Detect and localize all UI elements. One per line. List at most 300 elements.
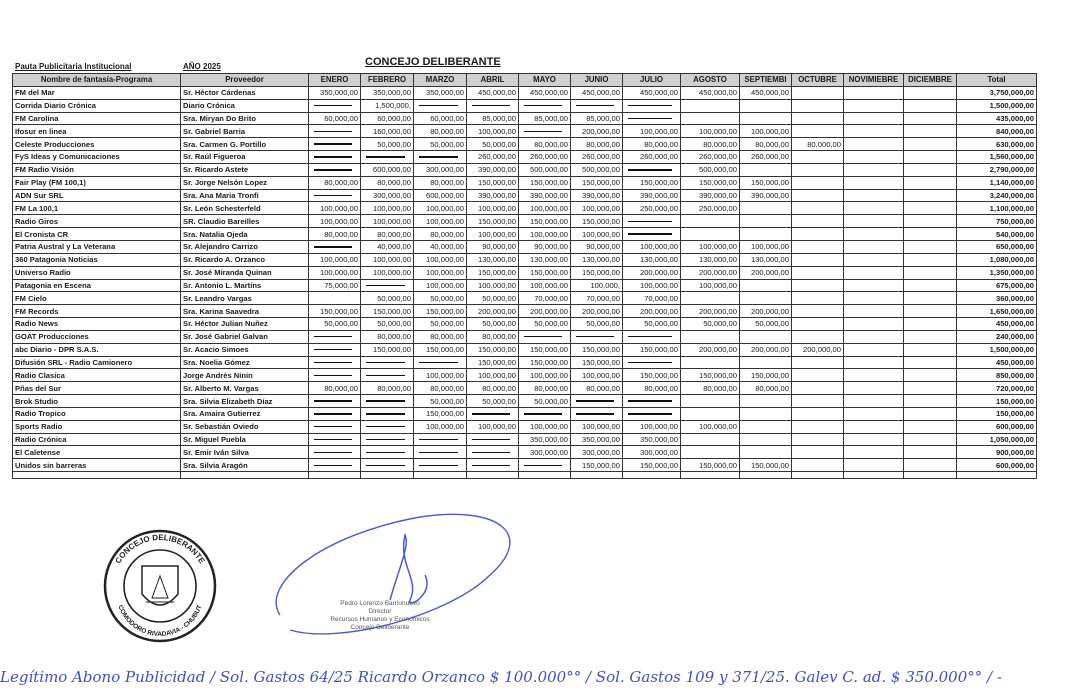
strike-dash [472,439,510,440]
provider-cell: Sra. Ana Maria Tronfi [181,189,309,202]
month-value-cell [792,215,844,228]
program-name-cell: Difusión SRL - Radio Camionero [13,356,181,369]
month-value-cell [844,420,904,433]
month-value-cell: 300,000,00 [519,446,571,459]
strike-dash [628,336,672,337]
provider-cell: Diario Crónica [181,99,309,112]
provider-cell: Sr. Jorge Nelsón Lopez [181,176,309,189]
month-value-cell: 200,000,00 [681,343,740,356]
provider-cell: Sra. Noelia Gómez [181,356,309,369]
month-value-cell: 100,000,00 [623,240,681,253]
month-value-cell: 60,000,00 [414,112,467,125]
month-value-cell: 50,000,00 [467,395,519,408]
month-value-cell [361,395,414,408]
signer-org: Concejo Deliberante [350,624,410,631]
total-cell: 675,000,00 [957,279,1037,292]
month-value-cell [904,266,957,279]
month-value-cell [844,215,904,228]
month-value-cell [681,407,740,420]
strike-dash [366,400,405,401]
program-name-cell: Corrida Diario Crónica [13,99,181,112]
month-value-cell: 100,000,00 [467,228,519,241]
month-value-cell: 50,000,00 [571,318,623,331]
month-value-cell: 200,000,00 [571,305,623,318]
month-value-cell: 390,000,00 [519,189,571,202]
month-value-cell [904,459,957,472]
month-value-cell: 50,000,00 [414,138,467,151]
program-name-cell: Sports Radio [13,420,181,433]
provider-cell: Sr. Leandro Vargas [181,292,309,305]
total-cell: 1,350,000,00 [957,266,1037,279]
strike-dash [472,452,510,453]
month-value-cell: 500,000,00 [571,163,623,176]
month-value-cell [904,163,957,176]
month-value-cell [740,228,792,241]
advertising-schedule-table [12,73,1037,479]
month-value-cell [681,292,740,305]
seal-text-top: CONCEJO DELIBERANTE [113,532,207,566]
month-value-cell [904,138,957,151]
month-value-cell: 130,000,00 [623,253,681,266]
month-value-cell [623,228,681,241]
program-name-cell: GOAT Producciones [13,330,181,343]
empty-cell [904,472,957,479]
month-value-cell: 450,000,00 [740,86,792,99]
month-value-cell: 50,000,00 [740,318,792,331]
month-value-cell: 40,000,00 [414,240,467,253]
column-header: ABRIL [467,74,519,87]
program-name-cell: Radio Clasica [13,369,181,382]
strike-dash [628,118,672,119]
month-value-cell [309,189,361,202]
table-row [13,382,1037,395]
month-value-cell: 150,000,00 [740,369,792,382]
month-value-cell [361,356,414,369]
month-value-cell: 390,000,00 [467,189,519,202]
strike-dash [366,465,405,466]
month-value-cell: 150,000,00 [571,459,623,472]
strike-dash [628,362,672,363]
month-value-cell: 80,000,00 [740,382,792,395]
total-cell: 1,500,000,00 [957,99,1037,112]
month-value-cell: 130,000,00 [571,253,623,266]
month-value-cell [904,395,957,408]
month-value-cell [740,279,792,292]
month-value-cell [792,151,844,164]
column-header: Total [957,74,1037,87]
total-cell: 600,000,00 [957,420,1037,433]
month-value-cell [309,459,361,472]
strike-dash [314,105,352,106]
table-row [13,125,1037,138]
month-value-cell: 100,000,00 [467,369,519,382]
total-cell: 150,000,00 [957,395,1037,408]
month-value-cell: 100,000,00 [414,253,467,266]
month-value-cell: 80,000,00 [414,330,467,343]
month-value-cell [309,163,361,176]
total-cell: 750,000,00 [957,215,1037,228]
strike-dash [366,362,405,363]
month-value-cell [519,99,571,112]
empty-cell [681,472,740,479]
month-value-cell [361,151,414,164]
table-row [13,305,1037,318]
strike-dash [314,375,352,376]
strike-dash [314,336,352,337]
program-name-cell: FM Records [13,305,181,318]
month-value-cell [844,382,904,395]
month-value-cell: 80,000,00 [571,382,623,395]
table-row [13,189,1037,202]
strike-dash [314,362,352,363]
month-value-cell: 150,000,00 [740,176,792,189]
month-value-cell: 100,000,00 [414,369,467,382]
column-header: MAYO [519,74,571,87]
month-value-cell [844,446,904,459]
month-value-cell: 150,000,00 [414,343,467,356]
month-value-cell: 350,000,00 [309,86,361,99]
month-value-cell [361,446,414,459]
month-value-cell: 150,000,00 [467,343,519,356]
strike-dash [419,465,458,466]
program-name-cell: ADN Sur SRL [13,189,181,202]
month-value-cell [361,369,414,382]
month-value-cell: 150,000,00 [571,176,623,189]
strike-dash [314,169,352,170]
month-value-cell: 100,000,00 [623,279,681,292]
report-label: Pauta Publicitaria Institucional [15,62,132,71]
month-value-cell [792,86,844,99]
strike-dash [472,465,510,466]
month-value-cell: 260,000,00 [467,151,519,164]
column-header: Proveedor [181,74,309,87]
month-value-cell: 200,000,00 [571,125,623,138]
month-value-cell: 80,000,00 [681,382,740,395]
month-value-cell [681,395,740,408]
month-value-cell [467,433,519,446]
provider-cell: Sr. Ricardo Astete [181,163,309,176]
strike-dash [419,156,458,157]
provider-cell: Sr. Ricardo A. Orzanco [181,253,309,266]
month-value-cell [681,446,740,459]
concejo-seal [102,528,218,644]
month-value-cell [623,407,681,420]
month-value-cell [844,407,904,420]
column-header: JULIO [623,74,681,87]
month-value-cell [681,356,740,369]
signature-block [300,600,460,632]
month-value-cell [792,433,844,446]
month-value-cell [740,202,792,215]
month-value-cell [904,151,957,164]
month-value-cell [844,330,904,343]
month-value-cell [792,228,844,241]
month-value-cell: 100,000,00 [681,125,740,138]
month-value-cell [792,382,844,395]
month-value-cell: 100,000,00 [414,420,467,433]
month-value-cell [309,395,361,408]
month-value-cell: 600,000,00 [414,189,467,202]
month-value-cell: 150,000,00 [361,343,414,356]
month-value-cell: 50,000,00 [467,292,519,305]
total-cell: 900,000,00 [957,446,1037,459]
month-value-cell: 350,000,00 [623,433,681,446]
month-value-cell: 100,000,00 [467,202,519,215]
month-value-cell [904,420,957,433]
month-value-cell: 150,000,00 [361,305,414,318]
strike-dash [419,105,458,106]
month-value-cell: 75,000,00 [309,279,361,292]
provider-cell: Sr. Miguel Puebla [181,433,309,446]
month-value-cell: 100,000,00 [571,202,623,215]
strike-dash [366,156,405,157]
empty-cell [361,472,414,479]
month-value-cell: 150,000,00 [681,369,740,382]
signer-dept: Recursos Humanos y Económicos [330,616,430,623]
month-value-cell: 80,000,00 [792,138,844,151]
month-value-cell [844,138,904,151]
month-value-cell: 450,000,00 [681,86,740,99]
table-row [13,228,1037,241]
month-value-cell: 80,000,00 [309,382,361,395]
month-value-cell: 100,000,00 [414,279,467,292]
month-value-cell [844,318,904,331]
table-row [13,99,1037,112]
month-value-cell: 100,000,00 [519,420,571,433]
provider-cell: Sr. Sebastián Oviedo [181,420,309,433]
month-value-cell: 100,000,00 [740,240,792,253]
strike-dash [524,105,562,106]
month-value-cell: 150,000,00 [519,266,571,279]
program-name-cell: 360 Patagonia Noticias [13,253,181,266]
month-value-cell: 130,000,00 [467,253,519,266]
month-value-cell: 150,000,00 [519,176,571,189]
provider-cell: Sra. Karina Saavedra [181,305,309,318]
month-value-cell [904,446,957,459]
month-value-cell: 350,000,00 [519,433,571,446]
month-value-cell: 80,000,00 [361,382,414,395]
month-value-cell [792,266,844,279]
table-row [13,86,1037,99]
month-value-cell: 80,000,00 [361,330,414,343]
total-cell: 540,000,00 [957,228,1037,241]
strike-dash [628,413,672,414]
month-value-cell [792,176,844,189]
month-value-cell: 200,000,00 [467,305,519,318]
column-header: ENERO [309,74,361,87]
month-value-cell: 150,000,00 [623,459,681,472]
month-value-cell: 50,000,00 [361,318,414,331]
strike-dash [419,452,458,453]
total-cell: 1,140,000,00 [957,176,1037,189]
month-value-cell [844,343,904,356]
column-header: SEPTIEMBI [740,74,792,87]
month-value-cell: 450,000,00 [623,86,681,99]
total-cell: 630,000,00 [957,138,1037,151]
month-value-cell: 150,000,00 [623,343,681,356]
month-value-cell: 260,000,00 [623,151,681,164]
strike-dash [628,105,672,106]
strike-dash [628,221,672,222]
provider-cell: Sr. León Schesterfeld [181,202,309,215]
month-value-cell: 150,000,00 [571,266,623,279]
month-value-cell: 50,000,00 [467,138,519,151]
month-value-cell: 100,000,00 [309,215,361,228]
strike-dash [366,375,405,376]
total-cell: 1,100,000,00 [957,202,1037,215]
strike-dash [314,246,352,247]
month-value-cell [904,253,957,266]
month-value-cell: 80,000,00 [623,382,681,395]
strike-dash [314,413,352,414]
month-value-cell [792,305,844,318]
month-value-cell: 450,000,00 [519,86,571,99]
program-name-cell: FM del Mar [13,86,181,99]
empty-cell [13,472,181,479]
month-value-cell: 150,000,00 [681,459,740,472]
month-value-cell: 100,000,00 [414,215,467,228]
month-value-cell [681,330,740,343]
month-value-cell [309,420,361,433]
month-value-cell: 100,000,00 [740,125,792,138]
total-cell: 2,790,000,00 [957,163,1037,176]
month-value-cell [844,163,904,176]
month-value-cell [414,446,467,459]
report-year: AÑO 2025 [183,62,221,71]
strike-dash [314,465,352,466]
strike-dash [314,426,352,427]
month-value-cell [904,382,957,395]
month-value-cell [844,176,904,189]
provider-cell: Sr. Antonio L. Martins [181,279,309,292]
month-value-cell [792,279,844,292]
month-value-cell: 150,000,00 [623,176,681,189]
program-name-cell: Radio Giros [13,215,181,228]
program-name-cell: Patria Austral y La Veterana [13,240,181,253]
month-value-cell: 100,000,00 [467,279,519,292]
month-value-cell: 80,000,00 [309,176,361,189]
program-name-cell: FM Radio Visión [13,163,181,176]
total-cell: 240,000,00 [957,330,1037,343]
month-value-cell [792,99,844,112]
strike-dash [472,105,510,106]
month-value-cell [571,407,623,420]
provider-cell: Sr. Gabriel Barria [181,125,309,138]
strike-dash [576,413,614,414]
program-name-cell: FM La 100,1 [13,202,181,215]
month-value-cell: 300,000,00 [623,446,681,459]
month-value-cell: 80,000,00 [623,138,681,151]
month-value-cell: 100,000,00 [414,266,467,279]
month-value-cell: 85,000,00 [467,112,519,125]
month-value-cell: 50,000,00 [467,318,519,331]
empty-cell [519,472,571,479]
table-row-empty [13,472,1037,479]
empty-cell [623,472,681,479]
month-value-cell: 300,000,00 [571,446,623,459]
month-value-cell [844,433,904,446]
month-value-cell [740,395,792,408]
table-row [13,163,1037,176]
provider-cell: Sr. José Gabriel Galvan [181,330,309,343]
column-header: FEBRERO [361,74,414,87]
month-value-cell [904,125,957,138]
month-value-cell: 260,000,00 [681,151,740,164]
month-value-cell: 200,000,00 [740,266,792,279]
month-value-cell [467,99,519,112]
program-name-cell: FyS Ideas y Comunicaciones [13,151,181,164]
month-value-cell [904,356,957,369]
empty-cell [792,472,844,479]
month-value-cell: 100,000,00 [309,266,361,279]
month-value-cell [904,176,957,189]
program-name-cell: El Cronista CR [13,228,181,241]
strike-dash [419,362,458,363]
strike-dash [524,465,562,466]
month-value-cell: 260,000,00 [571,151,623,164]
month-value-cell [414,433,467,446]
month-value-cell [904,240,957,253]
month-value-cell [844,279,904,292]
month-value-cell: 350,000,00 [414,86,467,99]
program-name-cell: Radio Tropico [13,407,181,420]
month-value-cell [792,189,844,202]
month-value-cell [623,163,681,176]
month-value-cell: 80,000,00 [361,176,414,189]
month-value-cell: 100,000,00 [361,215,414,228]
month-value-cell: 200,000,00 [519,305,571,318]
table-row [13,330,1037,343]
month-value-cell [309,330,361,343]
month-value-cell: 50,000,00 [519,318,571,331]
table-row [13,253,1037,266]
strike-dash [366,426,405,427]
signer-role: Director [368,608,392,615]
month-value-cell: 85,000,00 [571,112,623,125]
program-name-cell: Radio Crónica [13,433,181,446]
month-value-cell [309,125,361,138]
month-value-cell [309,99,361,112]
table-row [13,446,1037,459]
month-value-cell: 600,000,00 [361,163,414,176]
month-value-cell [361,407,414,420]
month-value-cell [844,86,904,99]
month-value-cell: 390,000,00 [467,163,519,176]
month-value-cell: 100,000,00 [519,202,571,215]
program-name-cell: FM Carolina [13,112,181,125]
table-row [13,420,1037,433]
month-value-cell [571,330,623,343]
provider-cell: Sr. Héctor Julian Nuñez [181,318,309,331]
table-row [13,266,1037,279]
strike-dash [314,156,352,157]
month-value-cell: 150,000,00 [623,369,681,382]
month-value-cell: 80,000,00 [519,138,571,151]
month-value-cell [467,459,519,472]
month-value-cell [792,292,844,305]
month-value-cell: 450,000,00 [467,86,519,99]
month-value-cell: 80,000,00 [309,228,361,241]
strike-dash [472,413,510,414]
month-value-cell [904,86,957,99]
month-value-cell [681,215,740,228]
month-value-cell: 150,000,00 [740,459,792,472]
month-value-cell [740,330,792,343]
month-value-cell: 80,000,00 [467,330,519,343]
provider-cell: Sra. Amaira Gutierrez [181,407,309,420]
month-value-cell [740,433,792,446]
empty-cell [844,472,904,479]
